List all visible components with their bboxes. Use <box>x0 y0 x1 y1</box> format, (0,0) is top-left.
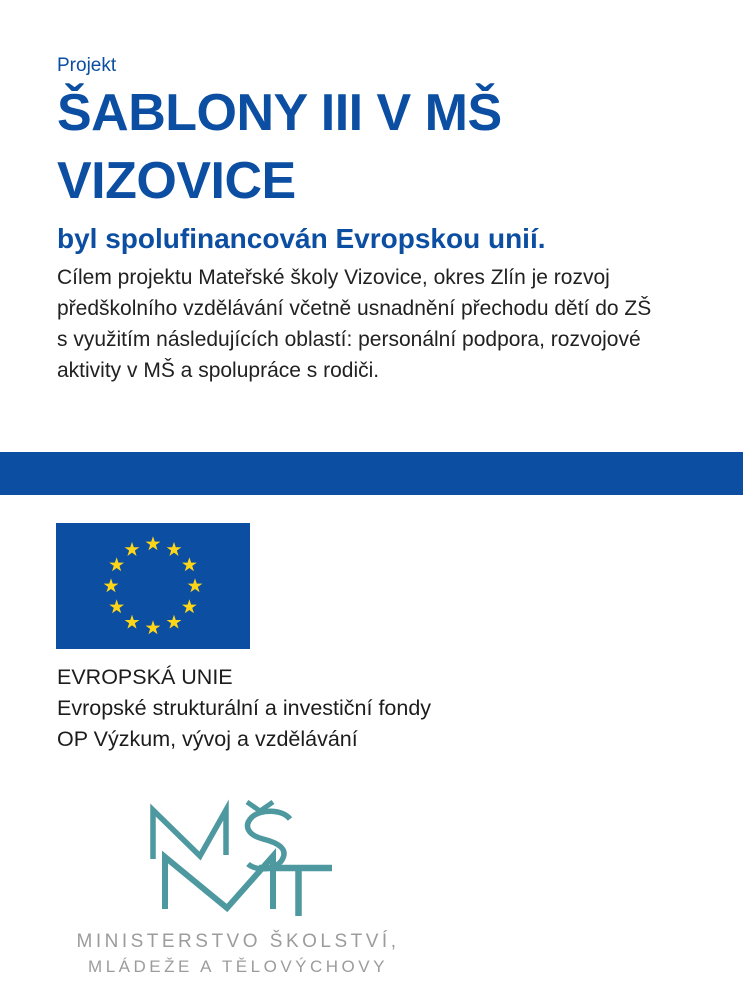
msmt-letter-m-bottom <box>165 856 273 909</box>
project-kicker: Projekt <box>57 55 117 76</box>
ministry-name-line-1: MINISTERSTVO ŠKOLSTVÍ, <box>76 931 400 952</box>
eu-star <box>188 578 203 592</box>
eu-star <box>182 599 197 613</box>
msmt-letter-m-top <box>153 810 226 859</box>
eu-star <box>146 620 161 634</box>
description-line: s využitím následujících oblastí: personální podpora, rozvojové <box>57 328 641 351</box>
project-title-line-1: ŠABLONY III V MŠ <box>57 84 502 142</box>
msmt-letter-t <box>259 868 332 916</box>
eu-star <box>109 557 124 571</box>
ministry-name-line-2: MLÁDEŽE A TĚLOVÝCHOVY <box>88 957 388 976</box>
eu-star <box>167 542 182 556</box>
eu-flag <box>56 523 250 649</box>
description-line: Cílem projektu Mateřské školy Vizovice, okres Zlín je rozvoj <box>57 266 610 289</box>
project-description <box>57 262 651 386</box>
eu-star <box>104 578 119 592</box>
eu-star <box>109 599 124 613</box>
blue-divider-band <box>0 452 743 495</box>
eu-star <box>146 536 161 550</box>
project-title <box>57 79 502 215</box>
eu-union-label: EVROPSKÁ UNIE <box>57 665 233 689</box>
description-line: aktivity v MŠ a spolupráce s rodiči. <box>57 359 380 382</box>
project-subtitle: byl spolufinancován Evropskou unií. <box>57 223 546 254</box>
eu-star <box>125 615 140 629</box>
eu-star <box>167 615 182 629</box>
project-title-line-2: VIZOVICE <box>57 152 296 210</box>
ministry-name <box>8 928 468 979</box>
msmt-logo <box>143 797 343 925</box>
eu-flag-stars <box>104 536 203 634</box>
eu-star <box>125 542 140 556</box>
eu-op-label: OP Výzkum, vývoj a vzdělávání <box>57 727 358 751</box>
eu-text-block <box>57 662 431 755</box>
description-line: předškolního vzdělávání včetně usnadnění přechodu dětí do ZŠ <box>57 297 652 320</box>
eu-star <box>182 557 197 571</box>
eu-funds-label: Evropské strukturální a investiční fondy <box>57 696 432 720</box>
